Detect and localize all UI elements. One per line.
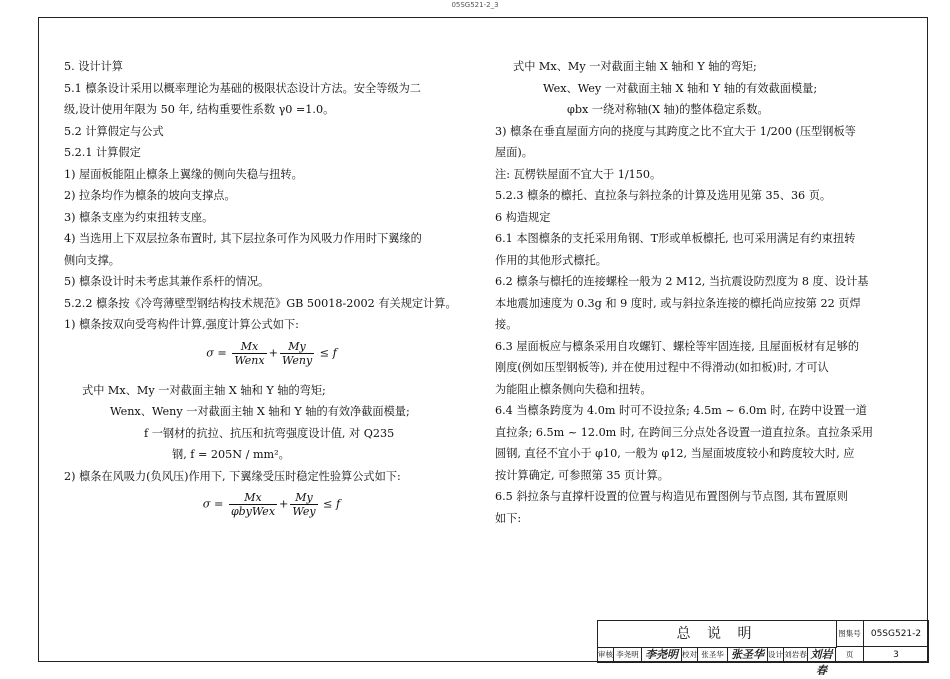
- denominator-weny: Weny: [281, 353, 313, 367]
- para-6-4-line3: 圆钢, 直径不宜小于 φ10, 一般为 φ12, 当屋面坡度较小和跨度较大时, 应: [495, 447, 855, 460]
- item-b1: 1) 檩条按双向受弯构件计算,强度计算公式如下:: [64, 318, 299, 331]
- assumption-3: 3) 檩条支座为约束扭转支座。: [64, 210, 214, 224]
- formula2-sigma: σ =: [202, 497, 224, 511]
- title-block: [597, 620, 929, 677]
- para-6-3-line1: 6.3 屋面板应与檩条采用自攻螺钉、螺栓等牢固连接, 且屋面板材有足够的: [495, 339, 860, 353]
- left-column: [64, 56, 457, 531]
- section-5-title: 5. 设计计算: [64, 60, 123, 73]
- para-6-2-line1: 6.2 檩条与檩托的连接螺栓一般为 2 M12, 当抗震设防烈度为 8 度、设计基: [495, 275, 869, 288]
- check-name: 张圣华: [698, 647, 728, 663]
- assumption-4-line2: 侧向支撑。: [64, 253, 120, 267]
- para-5-2-2: 5.2.2 檩条按《冷弯薄壁型钢结构技术规范》GB 50018-2002 有关规定计算。: [64, 296, 457, 310]
- section-5-2-1-title: 5.2.1 计算假定: [64, 146, 141, 159]
- assumption-4-line1: 4) 当选用上下双层拉条布置时, 其下层拉条可作为风吸力作用时下翼缘的: [64, 232, 422, 245]
- where-line-3: f 一钢材的抗拉、抗压和抗弯强度设计值, 对 Q235: [144, 426, 395, 440]
- where-line-2: Wenx、Weny 一对截面主轴 X 轴和 Y 轴的有效净截面模量;: [110, 405, 410, 418]
- para-6-5-line2: 如下:: [495, 511, 522, 525]
- stability-formula: σ = $\frac{Mx}{\text{φbyWex}}$ + $\frac{My}{\text{Wey}}$ ≤ f: [202, 491, 341, 518]
- r-note: 注: 瓦楞铁屋面不宜大于 1/150。: [495, 167, 662, 181]
- para-6-4-line2: 直拉条; 6.5m ~ 12.0m 时, 在跨间三分点处各设置一道直拉条。直拉条采用: [495, 425, 874, 439]
- section-5-2-title: 5.2 计算假定与公式: [64, 124, 164, 138]
- para-6-2-line2: 本地震加速度为 0.3g 和 9 度时, 或与斜拉条连接的檩托尚应按第 22 页焊: [495, 296, 861, 310]
- review-label: 审核: [598, 647, 614, 663]
- denominator2-wey: Wey: [292, 505, 316, 518]
- section-6-title: 6 构造规定: [495, 210, 551, 224]
- r-where-3: φbx 一绕对称轴(X 轴)的整体稳定系数。: [567, 103, 769, 116]
- para-6-4-line1: 6.4 当檩条跨度为 4.0m 时可不设拉条; 4.5m ~ 6.0m 时, 在跨中设置一道: [495, 404, 867, 417]
- r-item-3-line1: 3) 檩条在垂直屋面方向的挠度与其跨度之比不宜大于 1/200 (压型钢板等: [495, 124, 856, 138]
- atlas-number: 05SG521-2: [864, 621, 929, 647]
- page-number: 3: [864, 647, 929, 663]
- para-6-1-line1: 6.1 本图檩条的支托采用角钢、T形或单板檩托, 也可采用满足有约束扭转: [495, 232, 856, 245]
- fraction2-mx: [229, 491, 277, 518]
- para-6-5-line1: 6.5 斜拉条与直撑杆设置的位置与构造见布置图例与节点图, 其布置原则: [495, 490, 848, 503]
- fraction2-my: [290, 491, 317, 518]
- para-5-1-line1: 5.1 檩条设计采用以概率理论为基础的极限状态设计方法。安全等级为二: [64, 81, 421, 95]
- page-label: 页: [836, 647, 864, 663]
- review-signature: 李尧明: [642, 647, 682, 663]
- formula-tail: ≤ f: [319, 346, 337, 359]
- denominator2-phiwex: φbyWex: [230, 505, 276, 518]
- design-signature: 刘岩春: [808, 647, 836, 663]
- design-label: 设计: [768, 647, 784, 663]
- para-6-1-line2: 作用的其他形式檩托。: [495, 253, 607, 267]
- drawing-title: 总 说 明: [598, 621, 837, 648]
- assumption-1: 1) 屋面板能阻止檩条上翼缘的侧向失稳与扭转。: [64, 167, 303, 181]
- review-name: 李尧明: [614, 647, 642, 663]
- para-5-1-line2: 级,设计使用年限为 50 年, 结构重要性系数 γ0 =1.0。: [64, 103, 335, 116]
- numerator2-mx: Mx: [229, 491, 277, 505]
- atlas-label: 图集号: [836, 621, 864, 647]
- assumption-5: 5) 檩条设计时未考虑其兼作系杆的情况。: [64, 275, 270, 288]
- r-where-1: 式中 Mx、My 一对截面主轴 X 轴和 Y 轴的弯矩;: [513, 60, 757, 73]
- para-6-4-line4: 按计算确定, 可参照第 35 页计算。: [495, 468, 669, 482]
- fraction-my: [280, 340, 314, 367]
- numerator-mx: Mx: [232, 340, 266, 354]
- item-b2: 2) 檩条在风吸力(负风压)作用下, 下翼缘受压时稳定性验算公式如下:: [64, 469, 401, 483]
- where-line-1: 式中 Mx、My 一对截面主轴 X 轴和 Y 轴的弯矩;: [82, 383, 326, 397]
- strength-formula: σ = $\frac{Mx}{\text{Wenx}}$ + $\frac{My}{\text{Weny}}$ ≤ f: [206, 339, 337, 367]
- numerator-my: My: [280, 340, 314, 354]
- denominator-wenx: Wenx: [234, 353, 265, 367]
- where-line-4: 钢, f = 205N / mm²。: [172, 448, 290, 461]
- design-name: 刘岩春: [784, 647, 808, 663]
- r-where-2: Wex、Wey 一对截面主轴 X 轴和 Y 轴的有效截面模量;: [543, 81, 818, 95]
- fraction-mx: [232, 340, 266, 367]
- para-6-2-line3: 接。: [495, 318, 518, 331]
- para-6-3-line3: 为能阻止檩条侧向失稳和扭转。: [495, 382, 652, 396]
- r-item-3-line2: 屋面)。: [495, 146, 533, 159]
- check-label: 校对: [682, 647, 698, 663]
- check-signature: 张圣华: [728, 647, 768, 663]
- para-6-3-line2: 刚度(例如压型钢板等), 并在使用过程中不得滑动(如扣板)时, 才可认: [495, 361, 829, 374]
- formula-sigma: σ =: [206, 346, 227, 359]
- numerator2-my: My: [290, 491, 317, 505]
- assumption-2: 2) 拉条均作为檩条的坡向支撑点。: [64, 189, 236, 202]
- right-column: [495, 56, 895, 529]
- formula2-tail: ≤ f: [323, 497, 341, 511]
- file-header: 05SG521-2_3: [451, 1, 499, 9]
- para-5-2-3: 5.2.3 檩条的檩托、直拉条与斜拉条的计算及选用见第 35、36 页。: [495, 189, 832, 202]
